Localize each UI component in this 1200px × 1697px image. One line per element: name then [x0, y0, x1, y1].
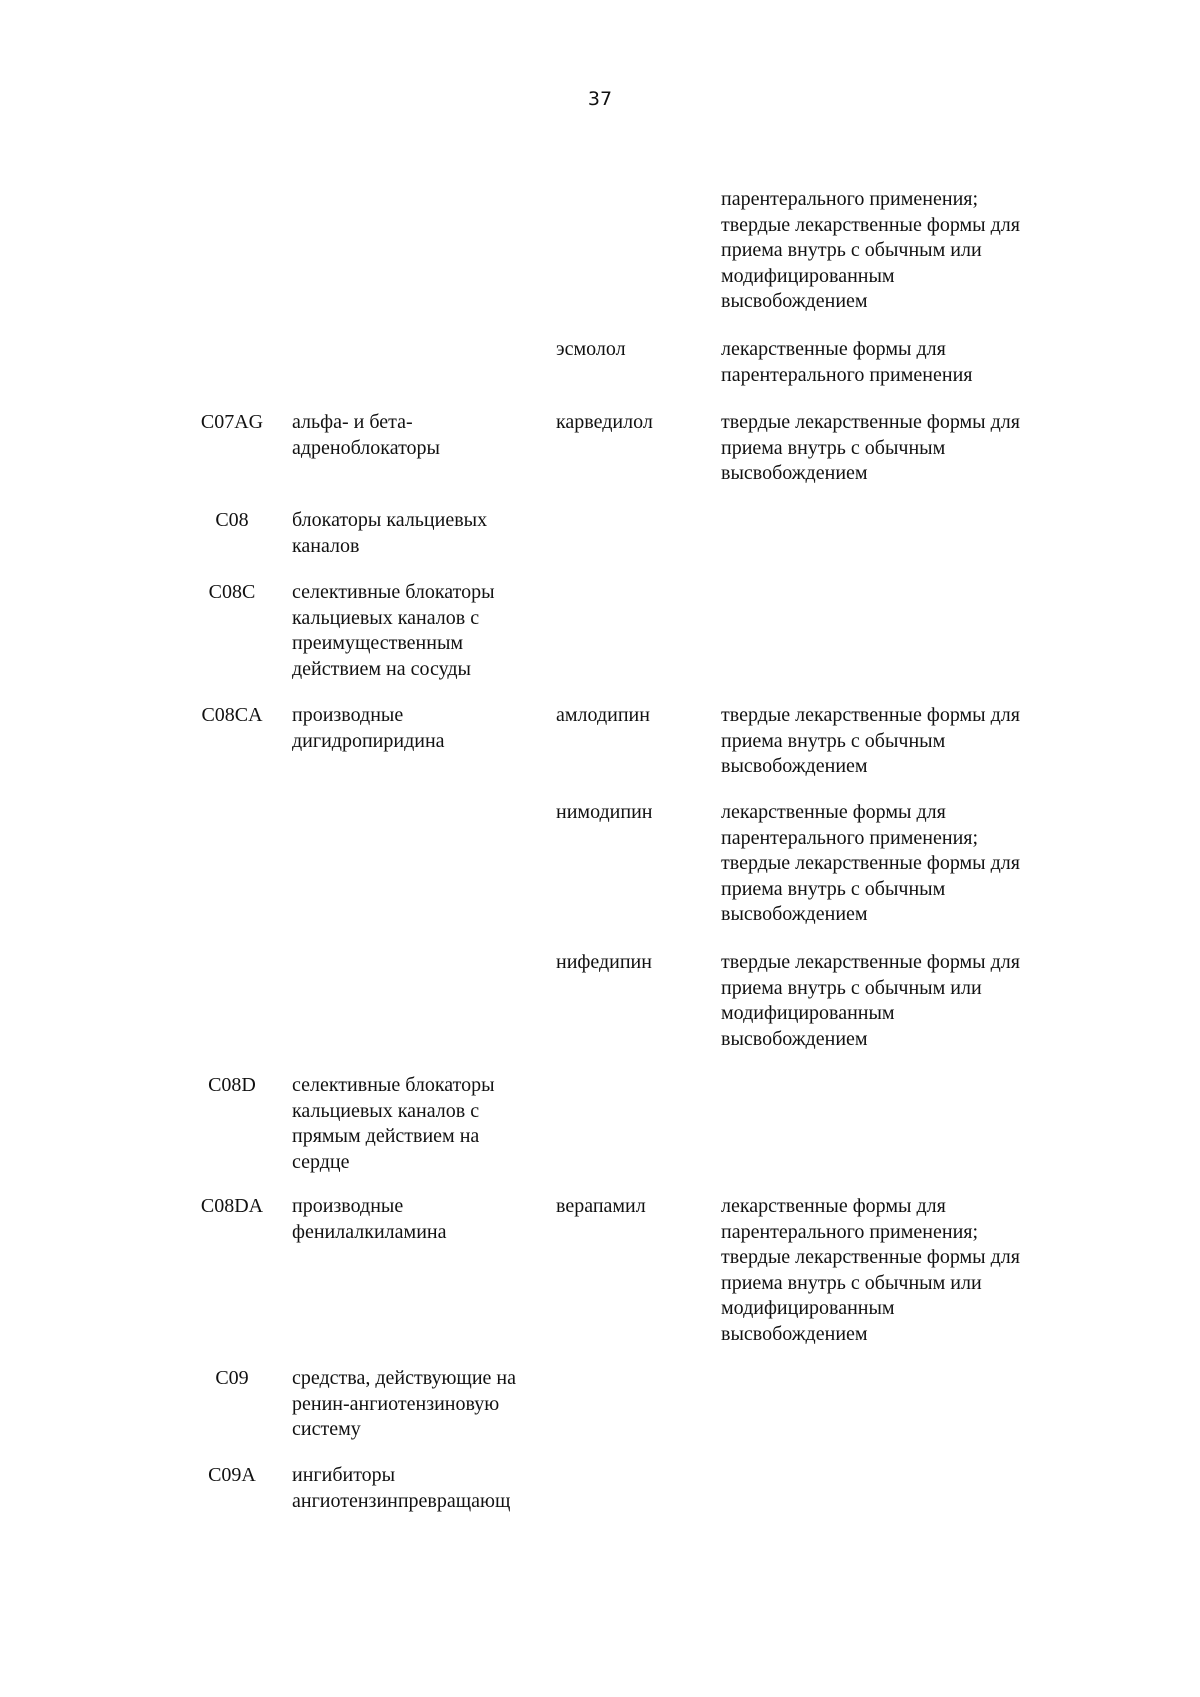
page-number: 37 — [587, 88, 613, 110]
group-name: селективные блокаторы кальциевых каналов с прямым действием на сердце — [292, 1074, 495, 1173]
dosage-forms: твердые лекарственные формы для приема внутрь с обычным высвобождением — [721, 704, 1020, 777]
group-name: блокаторы кальциевых каналов — [292, 509, 488, 557]
drug-name: эсмолол — [556, 338, 626, 360]
atc-code: C09A — [208, 1464, 256, 1486]
dosage-forms: твердые лекарственные формы для приема внутрь с обычным или модифицированным высвобождением — [721, 951, 1020, 1050]
drug-name: нимодипин — [556, 801, 653, 823]
dosage-forms: твердые лекарственные формы для приема внутрь с обычным высвобождением — [721, 411, 1020, 484]
drug-name: нифедипин — [556, 951, 652, 973]
group-name: производные дигидропиридина — [292, 704, 445, 752]
atc-code: C07AG — [200, 411, 264, 433]
atc-code: C08D — [208, 1074, 256, 1096]
atc-code: C08CA — [201, 704, 263, 726]
drug-name: амлодипин — [556, 704, 650, 726]
group-name: альфа- и бета- адреноблокаторы — [292, 411, 440, 459]
dosage-forms: лекарственные формы для парентерального применения; твердые лекарственные формы для приема внутрь с обычным высвобождением — [721, 801, 1020, 925]
atc-code: C08 — [215, 509, 249, 531]
drug-name: карведилол — [556, 411, 653, 433]
group-name: производные фенилалкиламина — [292, 1195, 447, 1243]
group-name: ингибиторы ангиотензинпревращающ — [292, 1464, 511, 1512]
group-name: селективные блокаторы кальциевых каналов с преимущественным действием на сосуды — [292, 581, 495, 680]
dosage-forms: парентерального применения; твердые лекарственные формы для приема внутрь с обычным или модифицированным высвобождением — [721, 188, 1020, 312]
dosage-forms: лекарственные формы для парентерального применения; твердые лекарственные формы для приема внутрь с обычным или модифицированным высвобождением — [721, 1195, 1020, 1345]
drug-name: верапамил — [556, 1195, 646, 1217]
dosage-forms: лекарственные формы для парентерального применения — [721, 338, 973, 386]
atc-code: C08C — [208, 581, 256, 603]
atc-code: C09 — [215, 1367, 249, 1389]
group-name: средства, действующие на ренин-ангиотензиновую систему — [292, 1367, 516, 1440]
atc-code: C08DA — [200, 1195, 264, 1217]
